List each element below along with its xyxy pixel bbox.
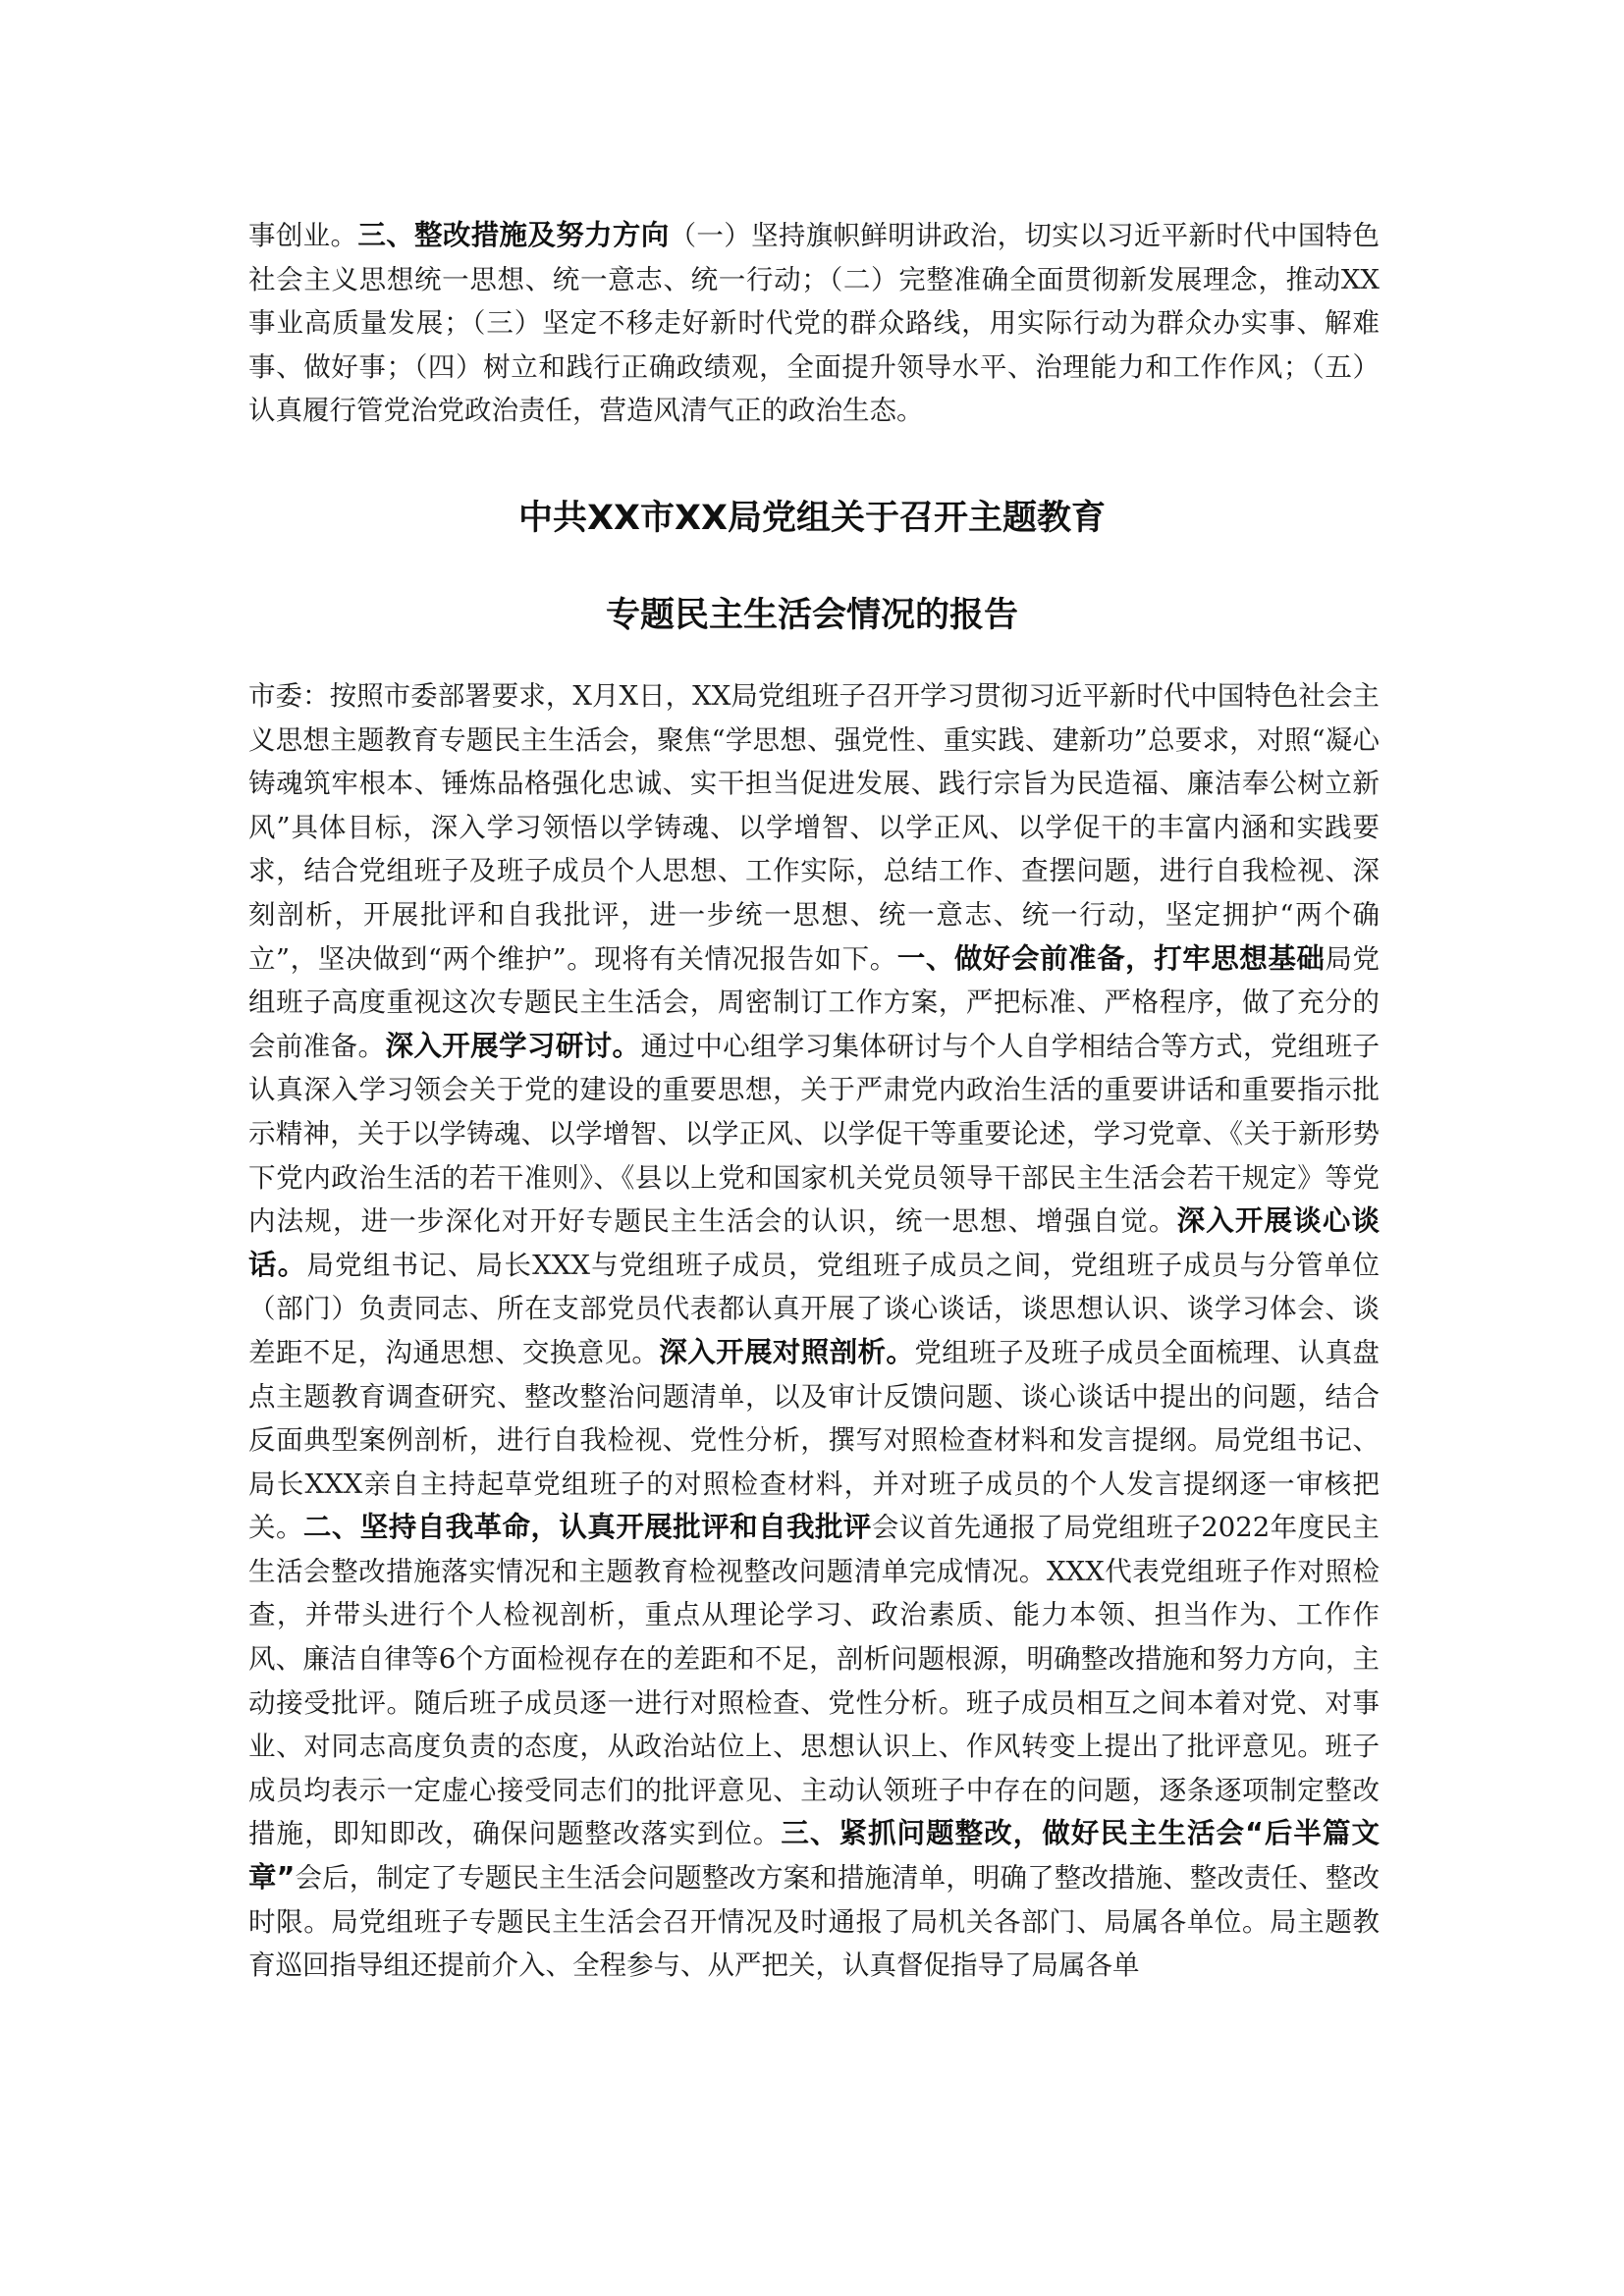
section-heading-2-self-revolution: 二、坚持自我革命，认真开展批评和自我批评: [302, 1511, 872, 1544]
report-title-line-1: 中共XX市XX局党组关于召开主题教育: [518, 499, 1106, 538]
report-body-paragraph: [248, 674, 1380, 1988]
continuation-text-0: 事创业。: [248, 220, 358, 251]
continuation-paragraph: [248, 214, 1380, 433]
report-title-line-2: 专题民主生活会情况的报告: [605, 596, 1018, 635]
report-intro-text: 市委：按照市委部署要求，X月X日，XX局党组班子召开学习贯彻习近平新时代中国特色社会主义思想主题教育专题民主生活会，聚焦“学思想、强党性、重实践、建新功”总要求，对照“凝心铸魂筑牢根本、锤炼品格强化忠诚、实干担当促进发展、践行宗旨为民造福、廉洁奉公树立新风”具体目标，深入学习领悟以学铸魂、以学增智、以学正风、以学促干的丰富内涵和实践要求，结合党组班子及班子成员个人思想、工作实际，总结工作、查摆问题，进行自我检视、深刻剖析，开展批评和自我批评，进一步统一思想、统一意志、统一行动，坚定拥护“两个确立”，坚决做到“两个维护”。现将有关情况报告如下。: [248, 680, 1380, 975]
continuation-text-1: （一）坚持旗帜鲜明讲政治，切实以习近平新时代中国特色社会主义思想统一思想、统一意志、统一行动；（二）完整准确全面贯彻新发展理念，推动XX事业高质量发展；（三）坚定不移走好新时代党的群众路线，用实际行动为群众办实事、解难事、做好事；（四）树立和践行正确政绩观，全面提升领导水平、治理能力和工作作风；（五）认真履行管党治党政治责任，营造风清气正的政治生态。: [248, 220, 1380, 427]
report-text-6: 会后，制定了专题民主生活会问题整改方案和措施清单，明确了整改措施、整改责任、整改时限。局党组班子专题民主生活会召开情况及时通报了局机关各部门、局属各单位。局主题教育巡回指导组还提前介入、全程参与、从严把关，认真督促指导了局属各单: [248, 1862, 1380, 1982]
subheading-comparative-analysis: 深入开展对照剖析。: [659, 1335, 915, 1368]
section-heading-3-measures: 三、整改措施及努力方向: [357, 219, 670, 251]
report-text-3: 局党组书记、局长XXX与党组班子成员，党组班子成员之间，党组班子成员与分管单位（部门）负责同志、所在支部党员代表都认真开展了谈心谈话，谈思想认识、谈学习体会、谈差距不足，沟通思想、交换意见。: [248, 1249, 1380, 1368]
report-text-1: 局党组班子高度重视这次专题民主生活会，周密制订工作方案，严把标准、严格程序，做了充分的会前准备。: [248, 942, 1380, 1062]
subheading-heart-to-heart-talks: 深入开展谈心谈话。: [248, 1204, 1380, 1281]
report-text-5: 会议首先通报了局党组班子2022年度民主生活会整改措施落实情况和主题教育检视整改问题清单完成情况。XXX代表党组班子作对照检查，并带头进行个人检视剖析，重点从理论学习、政治素质、能力本领、担当作为、工作作风、廉洁自律等6个方面检视存在的差距和不足，剖析问题根源，明确整改措施和努力方向，主动接受批评。随后班子成员逐一进行对照检查、党性分析。班子成员相互之间本着对党、对事业、对同志高度负责的态度，从政治站位上、思想认识上、作风转变上提出了批评意见。班子成员均表示一定虚心接受同志们的批评意见、主动认领班子中存在的问题，逐条逐项制定整改措施，即知即改，确保问题整改落实到位。: [248, 1512, 1380, 1850]
section-heading-1-preparation: 一、做好会前准备，打牢思想基础: [896, 941, 1326, 975]
subheading-study-discussion: 深入开展学习研讨。: [385, 1029, 641, 1062]
report-text-4: 党组班子及班子成员全面梳理、认真盘点主题教育调查研究、整改整治问题清单，以及审计反馈问题、谈心谈话中提出的问题，结合反面典型案例剖析，进行自我检视、党性分析，撰写对照检查材料和发言提纲。局党组书记、局长XXX亲自主持起草党组班子的对照检查材料，并对班子成员的个人发言提纲逐一审核把关。: [248, 1336, 1380, 1544]
section-heading-3-rectification: 三、紧抓问题整改，做好民主生活会“后半篇文章”: [248, 1817, 1380, 1895]
report-text-2: 通过中心组学习集体研讨与个人自学相结合等方式，党组班子认真深入学习领会关于党的建设的重要思想，关于严肃党内政治生活的重要讲话和重要指示批示精神，关于以学铸魂、以学增智、以学正风、以学促干等重要论述，学习党章、《关于新形势下党内政治生活的若干准则》、《县以上党和国家机关党员领导干部民主生活会若干规定》等党内法规，进一步深化对开好专题民主生活会的认识，统一思想、增强自觉。: [248, 1030, 1380, 1238]
